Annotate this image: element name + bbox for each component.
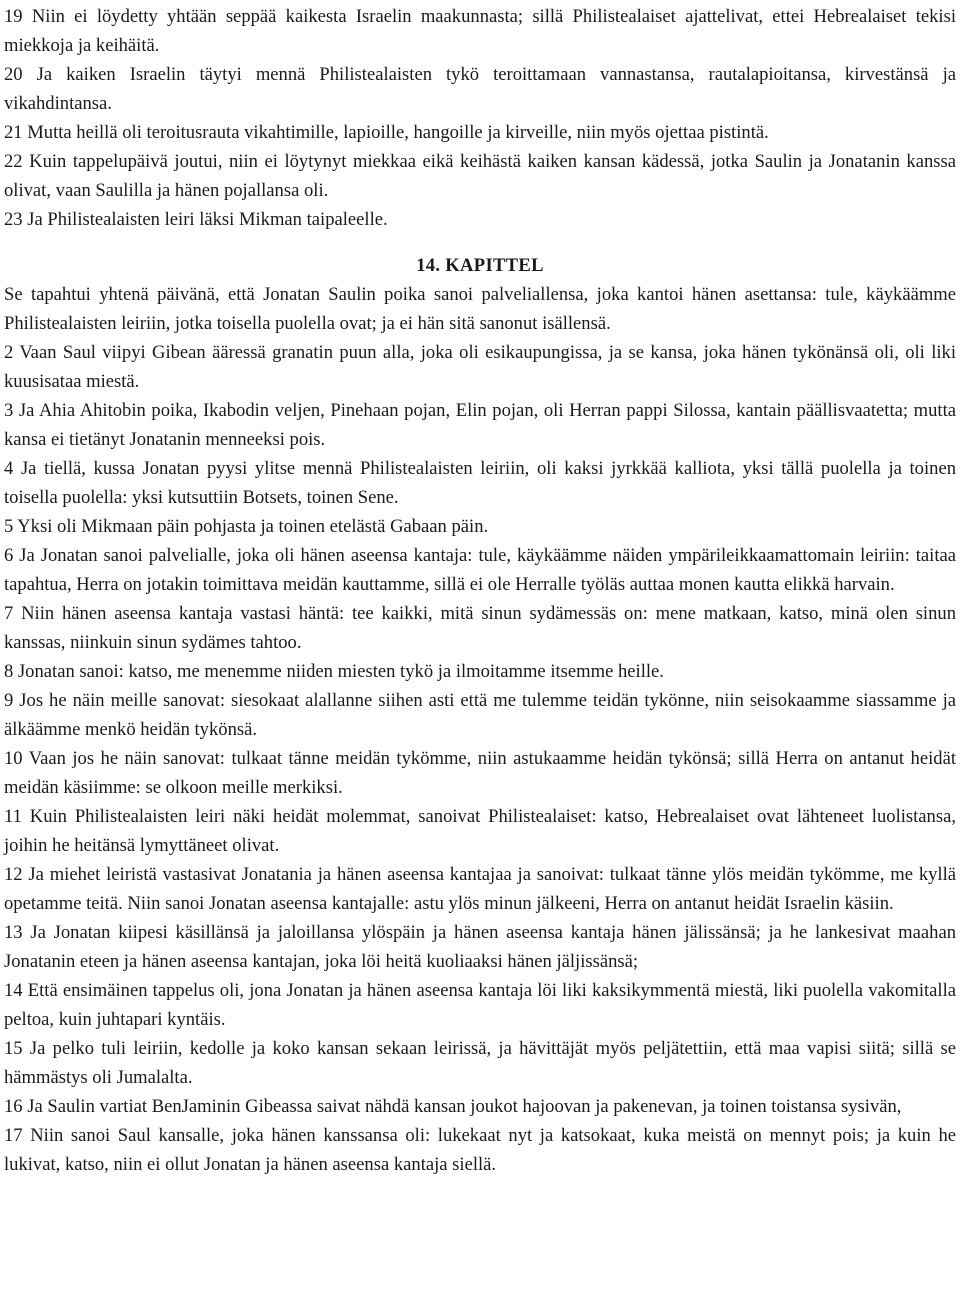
verse-15: 15 Ja pelko tuli leiriin, kedolle ja koko kansan sekaan leirissä, ja hävittäjät myös peljätettiin, että maa vapisi siitä; sillä se hämmästys oli Jumalalta. [4,1038,956,1088]
verses-after-chapter [4,280,956,1179]
verse-2: 2 Vaan Saul viipyi Gibean ääressä granatin puun alla, joka oli esikaupungissa, ja se kansa, joka hänen tykönänsä oli, oli liki kuusisataa miestä. [4,342,956,392]
verse-5: 5 Yksi oli Mikmaan päin pohjasta ja toinen etelästä Gabaan päin. [4,516,489,537]
chapter-heading: 14. KAPITTEL [416,255,544,276]
verse-16: 16 Ja Saulin vartiat BenJaminin Gibeassa saivat nähdä kansan joukot hajoovan ja pakenevan, ja toinen toistansa sysivän, [4,1096,902,1117]
verse-3: 3 Ja Ahia Ahitobin poika, Ikabodin veljen, Pinehaan pojan, Elin pojan, oli Herran pappi Silossa, kantain päällisvaatetta; mutta kansa ei tietänyt Jonatanin menneeksi pois. [4,400,956,450]
verse-8: 8 Jonatan sanoi: katso, me menemme niiden miesten tykö ja ilmoitamme itsemme heille. [4,661,664,682]
verse-7: 7 Niin hänen aseensa kantaja vastasi häntä: tee kaikki, mitä sinun sydämessäs on: mene matkaan, katso, minä olen sinun kanssas, niinkuin sinun sydämes tahtoo. [4,603,956,653]
verse-9: 9 Jos he näin meille sanovat: siesokaat alallanne siihen asti että me tulemme teidän tykönne, niin seisokaamme siassamme ja älkäämme menkö heidän tykönsä. [4,690,956,740]
verse-11: 11 Kuin Philistealaisten leiri näki heidät molemmat, sanoivat Philistealaiset: katso, Hebrealaiset ovat lähteneet luolistansa, joihin he heitänsä lymyttäneet olivat. [4,806,956,856]
verse-20: 20 Ja kaiken Israelin täytyi mennä Philistealaisten tykö teroittamaan vannastansa, rautalapioitansa, kirvestänsä ja vikahdintansa. [4,64,956,114]
verse-22: 22 Kuin tappelupäivä joutui, niin ei löytynyt miekkaa eikä keihästä kaiken kansan kädessä, jotka Saulin ja Jonatanin kanssa olivat, vaan Saulilla ja hänen pojallansa oli. [4,151,956,201]
verse-19: 19 Niin ei löydetty yhtään seppää kaikesta Israelin maakunnasta; sillä Philistealaiset ajattelivat, ettei Hebrealaiset tekisi miekkoja ja keihäitä. [4,6,956,56]
verses-before-chapter [4,2,956,234]
verse-17: 17 Niin sanoi Saul kansalle, joka hänen kanssansa oli: lukekaat nyt ja katsokaat, kuka meistä on mennyt pois; ja kuin he lukivat, katso, niin ei ollut Jonatan ja hänen aseensa kantaja siellä. [4,1125,956,1175]
verse-4: 4 Ja tiellä, kussa Jonatan pyysi ylitse mennä Philistealaisten leiriin, oli kaksi jyrkkää kalliota, yksi tällä puolella ja toinen toisella puolella: yksi kutsuttiin Botsets, toinen Sene. [4,458,956,508]
verse-12: 12 Ja miehet leiristä vastasivat Jonatania ja hänen aseensa kantajaa ja sanoivat: tulkaat tänne ylös meidän tykömme, me kyllä opetamme teitä. Niin sanoi Jonatan aseensa kantajalle: astu ylös minun jälkeeni, Herra on antanut heidät Israelin käsiin. [4,864,956,914]
verse-1: Se tapahtui yhtenä päivänä, että Jonatan Saulin poika sanoi palveliallensa, joka kantoi hänen asettansa: tule, käykäämme Philistealaisten leiriin, jotka toisella puolella ovat; ja ei hän sitä sanonut isällensä. [4,284,956,334]
verse-10: 10 Vaan jos he näin sanovat: tulkaat tänne meidän tykömme, niin astukaamme heidän tykönsä; sillä Herra on antanut heidät meidän käsiimme: se olkoon meille merkiksi. [4,748,956,798]
verse-13: 13 Ja Jonatan kiipesi käsillänsä ja jaloillansa ylöspäin ja hänen aseensa kantaja hänen jälissänsä; ja he lankesivat maahan Jonatanin eteen ja hänen aseensa kantajan, joka löi heitä kuoliaaksi hänen jäljissänsä; [4,922,956,972]
verse-21: 21 Mutta heillä oli teroitusrauta vikahtimille, lapioille, hangoille ja kirveille, niin myös ojettaa pistintä. [4,122,769,143]
verse-14: 14 Että ensimäinen tappelus oli, jona Jonatan ja hänen aseensa kantaja löi liki kaksikymmentä miestä, liki puolella vakomitalla peltoa, kuin juhtapari kyntäis. [4,980,956,1030]
verse-6: 6 Ja Jonatan sanoi palvelialle, joka oli hänen aseensa kantaja: tule, käykäämme näiden ympärileikkaamattomain leiriin: taitaa tapahtua, Herra on jotakin toimittava meidän kauttamme, sillä ei ole Herralle työläs auttaa monen kautta elikkä harvain. [4,545,956,595]
verse-23: 23 Ja Philistealaisten leiri läksi Mikman taipaleelle. [4,209,388,230]
